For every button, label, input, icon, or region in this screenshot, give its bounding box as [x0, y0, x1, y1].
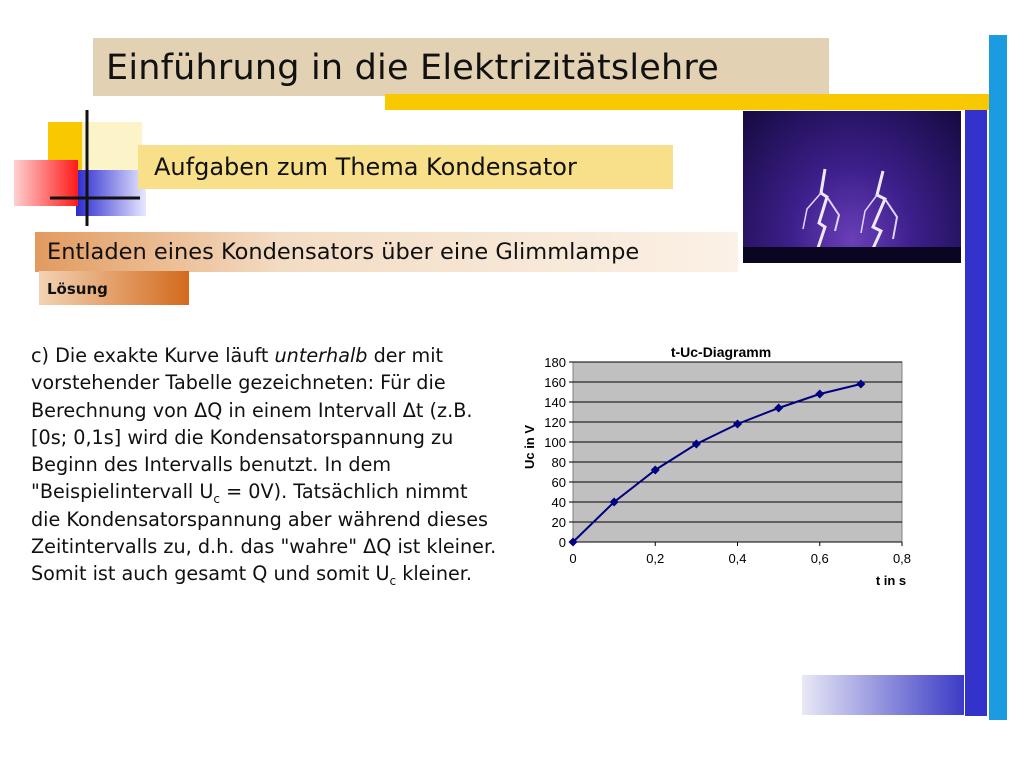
subscript: c	[213, 492, 221, 507]
yellow-accent-bar	[385, 94, 991, 110]
emphasis-text: unterhalb	[274, 344, 368, 367]
x-tick-label: 0,4	[728, 551, 747, 566]
lightning-illustration	[743, 111, 961, 263]
y-tick-label: 120	[544, 415, 566, 430]
y-tick-label: 20	[551, 515, 566, 530]
gradient-accent-block	[802, 675, 964, 715]
y-axis-ticks	[544, 355, 566, 550]
solution-label: Lösung	[47, 280, 108, 298]
x-tick-label: 0,6	[810, 551, 829, 566]
text-run: kleiner.	[396, 562, 473, 586]
y-tick-label: 140	[544, 395, 566, 410]
x-tick-label: 0,8	[892, 551, 912, 566]
text-run: c) Die exakte Kurve läuft	[31, 344, 275, 367]
x-axis-label: t in s	[875, 573, 907, 588]
blue-accent-bar	[965, 110, 987, 716]
subtitle: Aufgaben zum Thema Kondensator	[154, 153, 577, 181]
light-blue-accent-bar	[989, 35, 1007, 720]
plot-area	[573, 362, 902, 542]
text-run: der mit vorstehender Tabelle gezeichneten: Für die Berechnung von ΔQ in einem Intervall Δt (z.B.[0s; 0,1s] wird die Kondensatorspannung zu Beginn des Intervalls benutzt. In dem "Beispielintervall U	[31, 344, 473, 504]
y-tick-label: 60	[551, 475, 566, 490]
subscript: c	[389, 574, 397, 589]
y-tick-label: 180	[544, 355, 566, 370]
y-tick-label: 0	[558, 535, 566, 550]
x-tick-label: 0,2	[646, 551, 665, 566]
y-tick-label: 160	[544, 375, 566, 390]
decorative-blocks	[10, 108, 150, 228]
x-axis-ticks	[569, 551, 911, 566]
light-yellow-block	[82, 122, 142, 174]
page-title: Einführung in die Elektrizitätslehre	[106, 48, 719, 88]
explanation-text	[31, 342, 501, 588]
lightning-photo	[743, 111, 961, 263]
y-axis-label: Uc in V	[522, 424, 537, 470]
t-uc-chart	[510, 340, 930, 600]
y-tick-label: 100	[544, 435, 566, 450]
section-heading: Entladen eines Kondensators über eine Glimmlampe	[47, 239, 640, 265]
chart-title: t-Uc-Diagramm	[670, 344, 772, 360]
text-run: = 0V). Tatsächlich nimmt die Kondensatorspannung aber während dieses Zeitintervalls zu, d.h. das "wahre" ΔQ ist kleiner. Somit ist auch gesamt Q und somit U	[31, 480, 497, 586]
x-tick-label: 0	[569, 551, 577, 566]
y-tick-label: 40	[551, 495, 566, 510]
y-tick-label: 80	[551, 455, 566, 470]
